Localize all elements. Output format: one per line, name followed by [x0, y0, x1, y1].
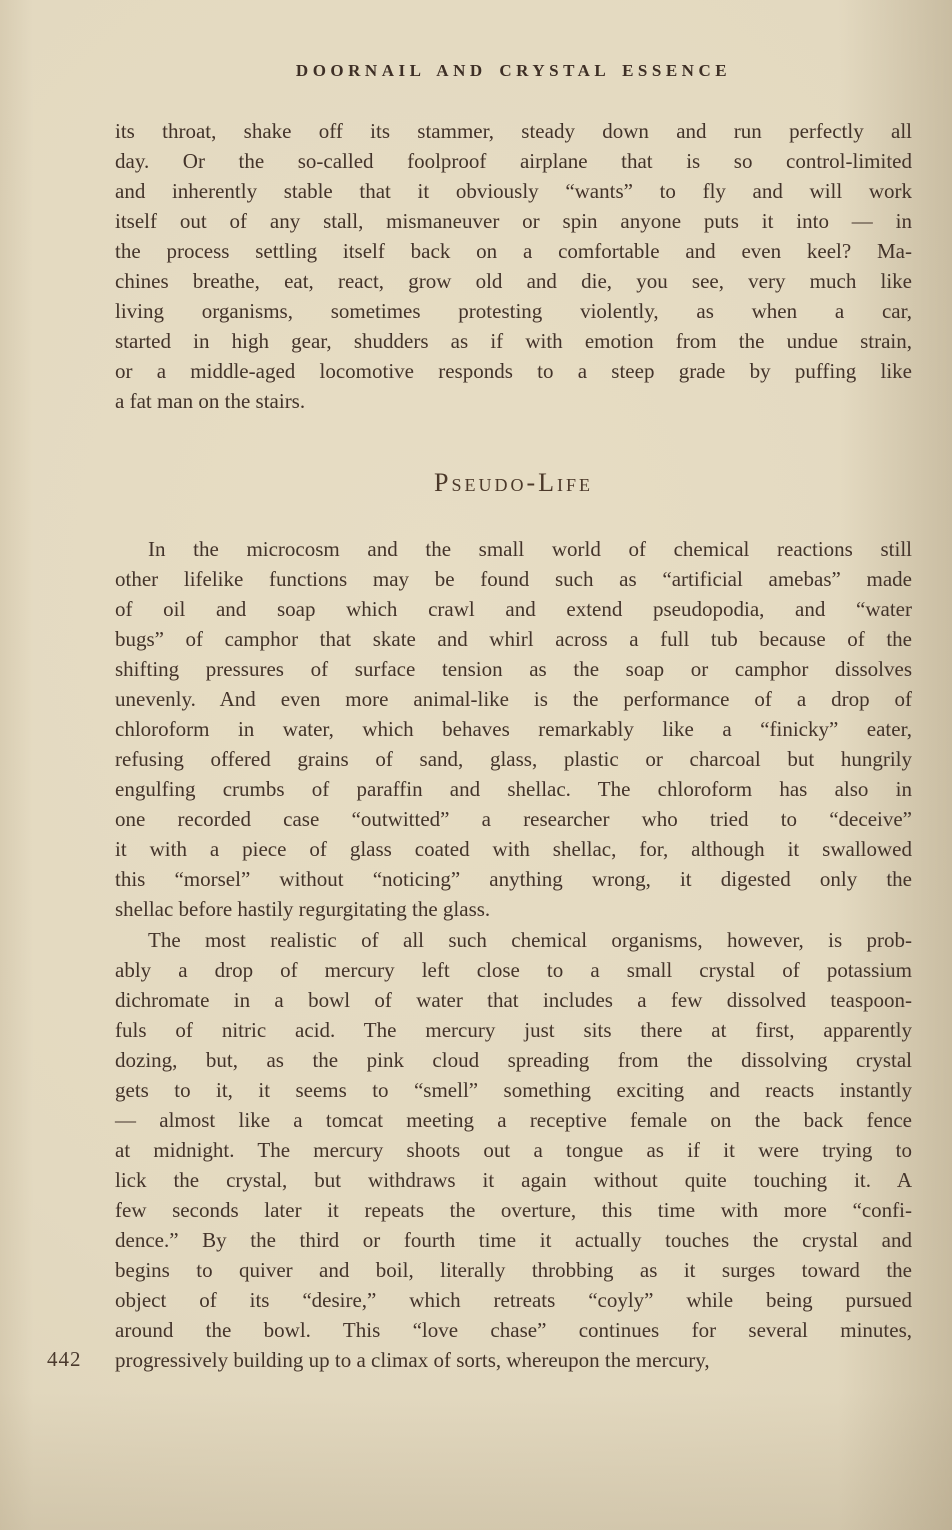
text-line: of oil and soap which crawl and extend pseudopodia, and “water	[115, 597, 912, 621]
text-line: gets to it, it seems to “smell” something exciting and reacts instantly	[115, 1078, 912, 1102]
text-line: refusing offered grains of sand, glass, plastic or charcoal but hungrily	[115, 747, 912, 771]
text-line: ably a drop of mercury left close to a small crystal of potassium	[115, 958, 912, 982]
text-line: lick the crystal, but withdraws it again without quite touching it. A	[115, 1168, 912, 1192]
text-line: started in high gear, shudders as if with emotion from the undue strain,	[115, 329, 912, 353]
text-line: and inherently stable that it obviously “wants” to fly and will work	[115, 179, 912, 203]
running-header: DOORNAIL AND CRYSTAL ESSENCE	[295, 61, 732, 80]
text-line: around the bowl. This “love chase” continues for several minutes,	[115, 1318, 912, 1342]
text-line: shifting pressures of surface tension as the soap or camphor dissolves	[115, 657, 912, 681]
text-line: fuls of nitric acid. The mercury just sits there at first, apparently	[115, 1018, 912, 1042]
paragraph-mercury	[115, 925, 912, 1375]
text-line: this “morsel” without “noticing” anything wrong, it digested only the	[115, 867, 912, 891]
paragraph-machines	[115, 116, 912, 416]
text-line: shellac before hastily regurgitating the glass.	[115, 897, 491, 921]
text-line: begins to quiver and boil, literally throbbing as it surges toward the	[115, 1258, 912, 1282]
text-line: dozing, but, as the pink cloud spreading from the dissolving crystal	[115, 1048, 912, 1072]
text-line: unevenly. And even more animal-like is the performance of a drop of	[115, 687, 912, 711]
text-line: engulfing crumbs of paraffin and shellac. The chloroform has also in	[115, 777, 912, 801]
text-line: The most realistic of all such chemical organisms, however, is prob-	[148, 928, 912, 952]
section-heading-pseudo-life: Pseudo-Life	[433, 468, 593, 497]
text-line: or a middle-aged locomotive responds to a steep grade by puffing like	[115, 359, 912, 383]
text-line: bugs” of camphor that skate and whirl across a full tub because of the	[115, 627, 912, 651]
text-line: day. Or the so-called foolproof airplane that is so control-limited	[115, 149, 912, 173]
paragraph-microcosm	[115, 534, 912, 924]
text-line: other lifelike functions may be found such as “artificial amebas” made	[115, 567, 912, 591]
text-line: at midnight. The mercury shoots out a tongue as if it were trying to	[115, 1138, 912, 1162]
text-line: one recorded case “outwitted” a researcher who tried to “deceive”	[115, 807, 912, 831]
text-line: object of its “desire,” which retreats “coyly” while being pursued	[115, 1288, 912, 1312]
text-line: progressively building up to a climax of sorts, whereupon the mercury,	[115, 1348, 710, 1372]
text-line: few seconds later it repeats the overture, this time with more “confi-	[115, 1198, 912, 1222]
text-line: the process settling itself back on a comfortable and even keel? Ma-	[115, 239, 912, 263]
text-line: dichromate in a bowl of water that includes a few dissolved teaspoon-	[115, 988, 912, 1012]
text-line: it with a piece of glass coated with shellac, for, although it swallowed	[115, 837, 912, 861]
text-line: In the microcosm and the small world of chemical reactions still	[148, 537, 912, 561]
text-line: dence.” By the third or fourth time it actually touches the crystal and	[115, 1228, 912, 1252]
page-number: 442	[47, 1347, 82, 1371]
text-line: chloroform in water, which behaves remarkably like a “finicky” eater,	[115, 717, 912, 741]
text-line: its throat, shake off its stammer, steady down and run perfectly all	[115, 119, 912, 143]
text-line: living organisms, sometimes protesting violently, as when a car,	[115, 299, 912, 323]
text-line: itself out of any stall, mismaneuver or spin anyone puts it into — in	[115, 209, 912, 233]
text-line: a fat man on the stairs.	[115, 389, 306, 413]
text-line: — almost like a tomcat meeting a receptive female on the back fence	[115, 1108, 912, 1132]
text-line: chines breathe, eat, react, grow old and die, you see, very much like	[115, 269, 912, 293]
